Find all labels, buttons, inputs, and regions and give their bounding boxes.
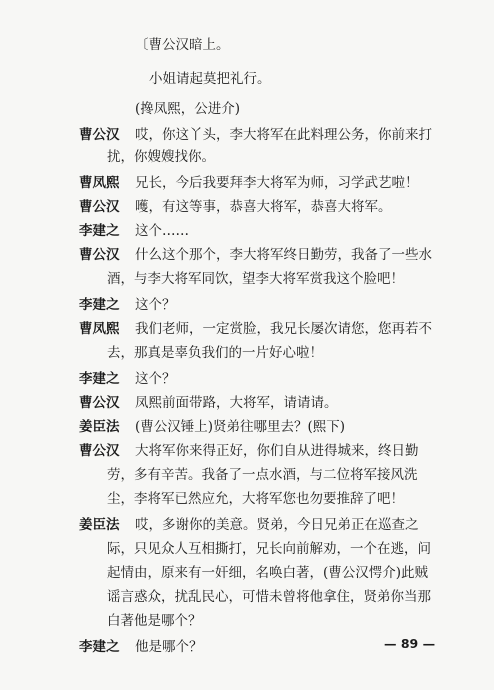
dialogue-text: 凤熙前面带路，大将军，请请请。: [135, 395, 338, 411]
dialogue-text: 什么这个那个，李大将军终日勤劳，我备了一些水: [135, 247, 432, 263]
dialogue-continuation: 去，那真是辜负我们的一片好心啦！: [107, 345, 323, 361]
speaker-name: 曹公汉: [79, 199, 120, 215]
dialogue-continuation: 起情由，原来有一奸细，名唤白著，(曹公汉愕介)此贼: [107, 565, 429, 581]
dialogue-text: 嚄，有这等事，恭喜大将军，恭喜大将军。: [135, 199, 392, 215]
speaker-name: 姜臣法: [79, 517, 120, 533]
speaker-name: 李建之: [79, 297, 120, 313]
dialogue-text: 哎，你这丫头，李大将军在此料理公务，你前来打: [135, 127, 432, 143]
dialogue-continuation: 劳，多有辛苦。我备了一点水酒，与二位将军接风洗: [107, 467, 418, 483]
dialogue-continuation: 白著他是哪个？: [107, 613, 202, 629]
speaker-name: 曹凤熙: [79, 175, 120, 191]
sung-line: 小姐请起莫把礼行。: [149, 71, 271, 87]
page-number: — 89 —: [384, 636, 436, 651]
dialogue-text: 兄长，今后我要拜李大将军为师，习学武艺啦！: [135, 175, 419, 191]
dialogue-text: 他是哪个？: [135, 639, 203, 655]
dialogue-text: (曹公汉锤上)贤弟往哪里去？(熙下): [135, 419, 346, 435]
dialogue-continuation: 际，只见众人互相撕打，兄长向前解劝，一个在逃，问: [107, 541, 431, 557]
stage-direction: 〔曹公汉暗上。: [135, 37, 230, 53]
dialogue-text: 这个？: [135, 371, 176, 387]
speaker-name: 李建之: [79, 639, 120, 655]
speaker-name: 曹公汉: [79, 127, 120, 143]
speaker-name: 曹公汉: [79, 443, 120, 459]
dialogue-text: 这个？: [135, 297, 176, 313]
dialogue-text: 大将军你来得正好，你们自从进得城来，终日勤: [135, 443, 419, 459]
stage-direction: (搀凤熙，公进介): [135, 101, 241, 117]
speaker-name: 曹公汉: [79, 395, 120, 411]
dialogue-text: 我们老师，一定赏脸，我兄长屡次请您，您再若不: [135, 321, 432, 337]
speaker-name: 曹公汉: [79, 247, 120, 263]
dialogue-continuation: 扰，你嫂嫂找你。: [107, 149, 215, 165]
dialogue-text: 这个……: [135, 223, 189, 239]
dialogue-text: 哎，多谢你的美意。贤弟，今日兄弟正在巡查之: [135, 517, 419, 533]
speaker-name: 曹凤熙: [79, 321, 120, 337]
speaker-name: 姜臣法: [79, 419, 120, 435]
speaker-name: 李建之: [79, 223, 120, 239]
dialogue-continuation: 酒，与李大将军同饮，望李大将军赏我这个脸吧！: [107, 271, 404, 287]
speaker-name: 李建之: [79, 371, 120, 387]
dialogue-continuation: 谣言惑众，扰乱民心，可惜未曾将他拿住，贤弟你当那: [107, 589, 431, 605]
dialogue-continuation: 尘，李将军已然应允，大将军您也勿要推辞了吧！: [107, 491, 404, 507]
